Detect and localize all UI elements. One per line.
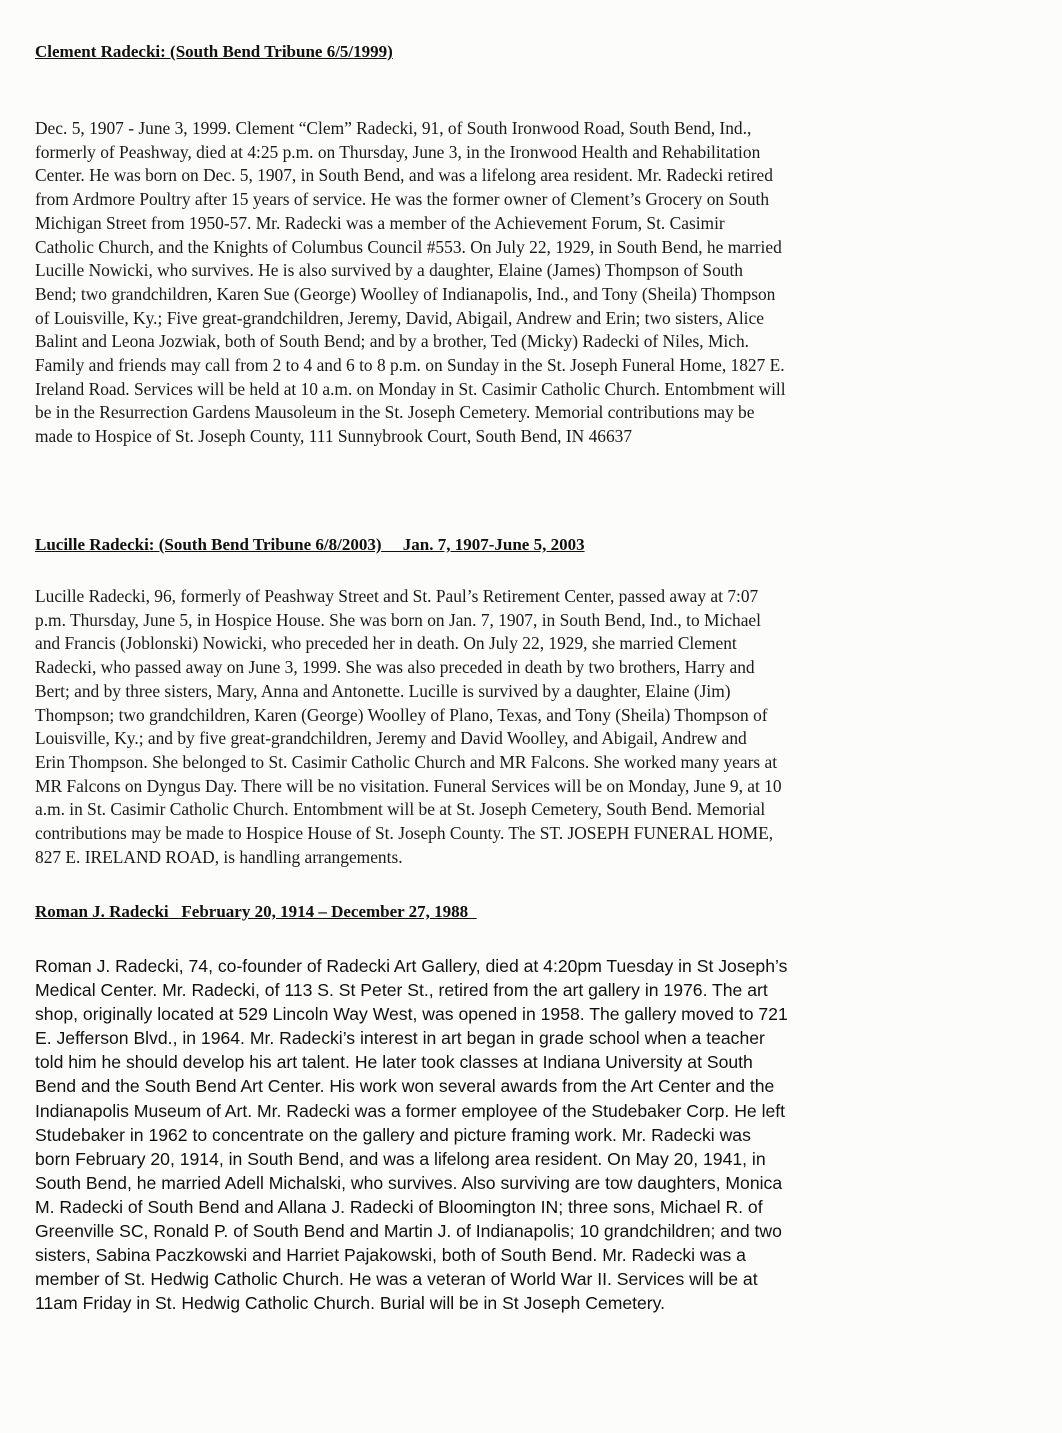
obituary-roman-text: [35, 954, 940, 1315]
text-line: Louisville, Ky.; and by five great-grandchildren, Jeremy and David Woolley, and Abigail, Andrew and: [35, 728, 747, 749]
obituary-roman: [35, 902, 940, 922]
text-line: 11am Friday in St. Hedwig Catholic Church. Burial will be in St Joseph Cemetery.: [35, 1293, 666, 1314]
text-line: MR Falcons on Dyngus Day. There will be no visitation. Funeral Services will be on Monday, June 9, at 10: [35, 775, 782, 796]
text-line: Roman J. Radecki, 74, co-founder of Radecki Art Gallery, died at 4:20pm Tuesday in St Joseph’s: [35, 956, 788, 976]
text-line: Dec. 5, 1907 - June 3, 1999. Clement “Clem” Radecki, 91, of South Ironwood Road, South Bend, Ind.,: [35, 118, 752, 138]
text-line: born February 20, 1914, in South Bend, and was a lifelong area resident. On May 20, 1941, in: [35, 1148, 766, 1169]
text-line: Ireland Road. Services will be held at 10 a.m. on Monday in St. Casimir Catholic Church. Entombment will: [35, 378, 786, 399]
obituary-heading: Clement Radecki: (South Bend Tribune 6/5/1999): [35, 42, 393, 61]
obituary-lucille-text: [35, 585, 940, 869]
obituary-body: [35, 954, 940, 1315]
obituary-body: [35, 117, 940, 449]
text-line: of Louisville, Ky.; Five great-grandchildren, Jeremy, David, Abigail, Andrew and Erin; two sisters, Alice: [35, 307, 764, 328]
text-line: M. Radecki of South Bend and Allana J. Radecki of Bloomington IN; three sons, Michael R. of: [35, 1196, 763, 1217]
text-line: Family and friends may call from 2 to 4 and 6 to 8 p.m. on Sunday in the St. Joseph Funeral Home, 1827 E.: [35, 355, 785, 376]
text-line: sisters, Sabina Paczkowski and Harriet Pajakowski, both of South Bend. Mr. Radecki was a: [35, 1245, 746, 1266]
obituary-clement: [35, 42, 940, 62]
text-line: Indianapolis Museum of Art. Mr. Radecki was a former employee of the Studebaker Corp. He left: [35, 1100, 786, 1121]
text-line: Greenville SC, Ronald P. of South Bend and Martin J. of Indianapolis; 10 grandchildren; and two: [35, 1221, 782, 1242]
text-line: Erin Thompson. She belonged to St. Casimir Catholic Church and MR Falcons. She worked many years at: [35, 751, 778, 772]
text-line: Lucille Nowicki, who survives. He is also survived by a daughter, Elaine (James) Thompson of South: [35, 260, 744, 281]
text-line: from Ardmore Poultry after 15 years of service. He was the former owner of Clement’s Grocery on South: [35, 189, 770, 210]
text-line: made to Hospice of St. Joseph County, 111 Sunnybrook Court, South Bend, IN 46637: [35, 426, 633, 447]
text-line: Bend; two grandchildren, Karen Sue (George) Woolley of Indianapolis, Ind., and Tony (Sheila) Thompson: [35, 283, 776, 304]
obituary-clement-text: [35, 117, 940, 449]
text-line: Studebaker in 1962 to concentrate on the gallery and picture framing work. Mr. Radecki was: [35, 1124, 751, 1145]
text-line: E. Jefferson Blvd., in 1964. Mr. Radecki’s interest in art began in grade school when a teacher: [35, 1028, 765, 1049]
text-line: Lucille Radecki, 96, formerly of Peashway Street and St. Paul’s Retirement Center, passed away at 7:07: [35, 586, 759, 606]
text-line: shop, originally located at 529 Lincoln Way West, was opened in 1958. The gallery moved to 721: [35, 1004, 788, 1025]
text-line: contributions may be made to Hospice House of St. Joseph County. The ST. JOSEPH FUNERAL HOME,: [35, 823, 774, 844]
obituary-lucille: [35, 535, 940, 555]
text-line: Medical Center. Mr. Radecki, of 113 S. St Peter St., retired from the art gallery in 1976. The art: [35, 980, 768, 1001]
text-line: told him he should develop his art talent. He later took classes at Indiana University at South: [35, 1052, 753, 1073]
text-line: Bend and the South Bend Art Center. His work won several awards from the Art Center and the: [35, 1076, 775, 1097]
text-line: South Bend, he married Adell Michalski, who survives. Also surviving are tow daughters, Monica: [35, 1172, 783, 1193]
text-line: member of St. Hedwig Catholic Church. He was a veteran of World War II. Services will be at: [35, 1269, 758, 1290]
text-line: Thompson; two grandchildren, Karen (George) Woolley of Plano, Texas, and Tony (Sheila) Thompson of: [35, 704, 768, 725]
obituary-heading: Roman J. Radecki February 20, 1914 – December 27, 1988: [35, 902, 477, 921]
text-line: formerly of Peashway, died at 4:25 p.m. on Thursday, June 3, in the Ironwood Health and Rehabilitation: [35, 141, 761, 162]
text-line: Radecki, who passed away on June 3, 1999. She was also preceded in death by two brothers, Harry and: [35, 657, 755, 678]
text-line: Balint and Leona Jozwiak, both of South Bend; and by a brother, Ted (Micky) Radecki of Niles, Mich.: [35, 331, 750, 352]
text-line: be in the Resurrection Gardens Mausoleum in the St. Joseph Cemetery. Memorial contributions may be: [35, 402, 755, 423]
text-line: Catholic Church, and the Knights of Columbus Council #553. On July 22, 1929, in South Bend, he married: [35, 236, 782, 257]
obituary-body: [35, 585, 940, 869]
text-line: Michigan Street from 1950-57. Mr. Radecki was a member of the Achievement Forum, St. Casimir: [35, 212, 725, 233]
text-line: Center. He was born on Dec. 5, 1907, in South Bend, and was a lifelong area resident. Mr. Radecki retired: [35, 165, 773, 186]
text-line: Bert; and by three sisters, Mary, Anna and Antonette. Lucille is survived by a daughter, Elaine (Jim): [35, 680, 731, 701]
text-line: p.m. Thursday, June 5, in Hospice House. She was born on Jan. 7, 1907, in South Bend, Ind., to Michael: [35, 609, 761, 630]
text-line: a.m. in St. Casimir Catholic Church. Entombment will be at St. Joseph Cemetery, South Bend. Memorial: [35, 799, 766, 820]
obituary-heading: Lucille Radecki: (South Bend Tribune 6/8/2003) Jan. 7, 1907-June 5, 2003: [35, 535, 585, 554]
text-line: 827 E. IRELAND ROAD, is handling arrangements.: [35, 846, 403, 867]
text-line: and Francis (Joblonski) Nowicki, who preceded her in death. On July 22, 1929, she married Clement: [35, 633, 737, 654]
